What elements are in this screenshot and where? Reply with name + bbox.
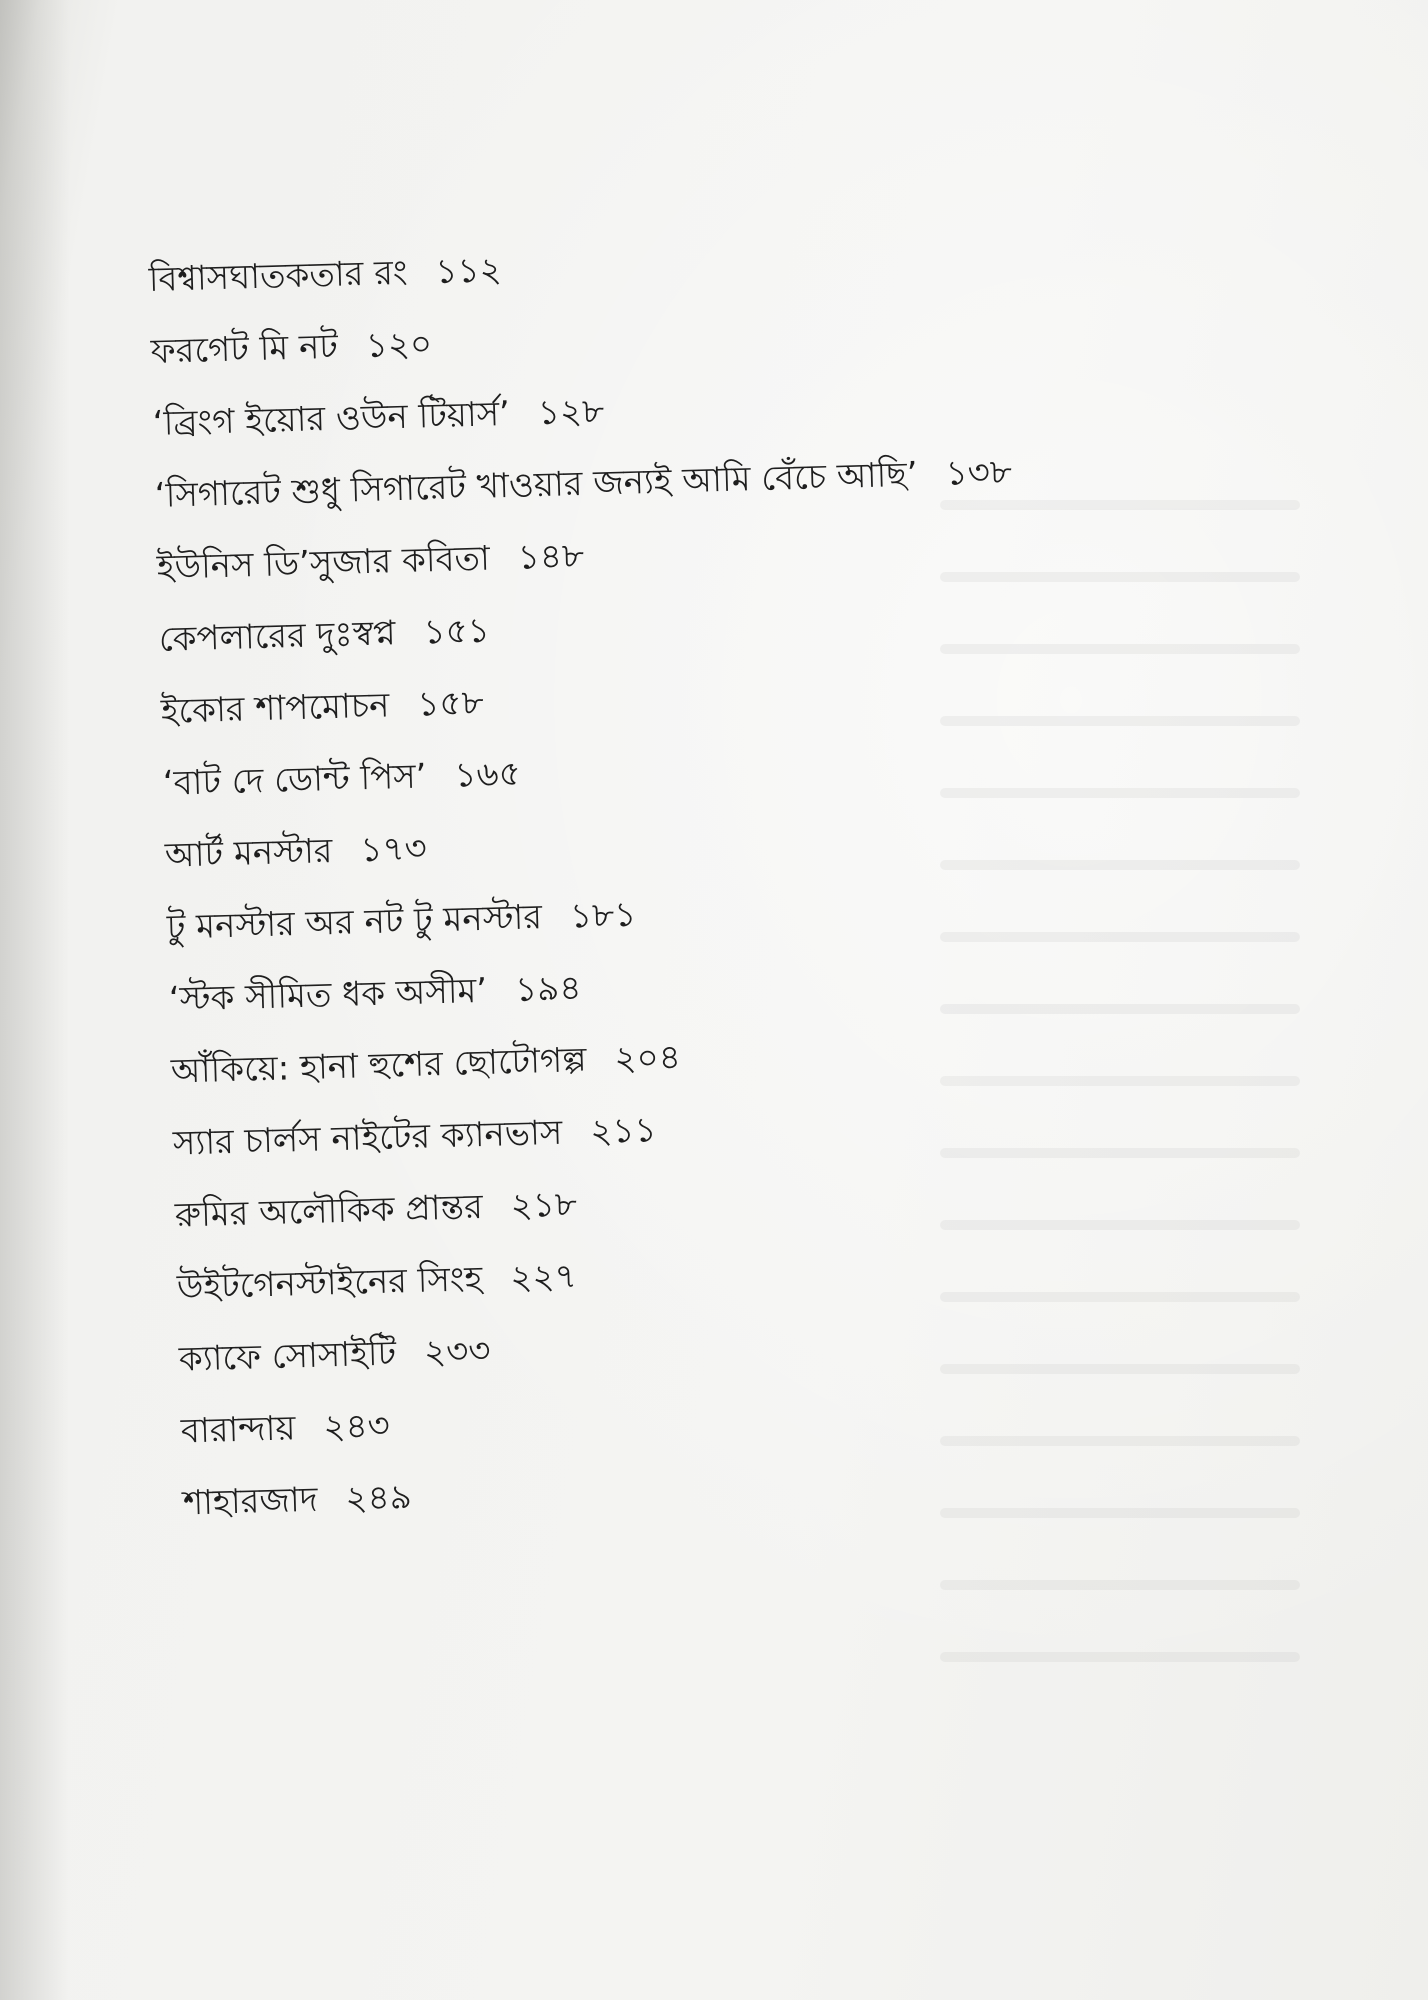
toc-entry: [168, 958, 582, 1029]
toc-entry: [148, 240, 503, 310]
toc-entry-title: ‘সিগারেট শুধু সিগারেট খাওয়ার জন্যই আমি বেঁচে আছি’: [154, 454, 919, 516]
toc-entry-page: ১২৮: [537, 391, 605, 434]
toc-entry-page: ২০৪: [613, 1037, 682, 1080]
toc-entry-title: ‘ব্রিংগ ইয়োর ওউন টিয়ার্স’: [152, 393, 511, 444]
toc-entry: [164, 818, 427, 885]
toc-entry: [162, 744, 521, 814]
toc-entry: [160, 673, 484, 742]
toc-entry: [154, 442, 1013, 526]
toc-entry: [178, 1321, 491, 1390]
toc-entry: [172, 1100, 657, 1173]
toc-entry: [166, 885, 637, 958]
toc-entry-title: ইকোর শাপমোচন: [160, 685, 390, 732]
toc-entry-title: ‘বাট দে ডোন্ট পিস’: [162, 756, 428, 804]
toc-entry-page: ১৪৮: [517, 535, 585, 578]
toc-entry: [176, 1246, 577, 1317]
toc-entry-title: ক্যাফে সোসাইটি: [178, 1333, 397, 1380]
toc-entry-page: ১৫৮: [416, 682, 485, 725]
toc-entry: [156, 526, 585, 598]
toc-entry: [152, 381, 605, 454]
toc-entry-title: উইটগেনস্টাইনের সিংহ: [176, 1259, 483, 1308]
toc-entry: [158, 601, 491, 670]
toc-entry: [180, 1396, 390, 1462]
toc-entry-page: ১৬৫: [453, 753, 522, 796]
toc-entry-title: ইউনিস ডি’সুজার কবিতা: [156, 538, 491, 588]
toc-entry-title: রুমির অলৌকিক প্রান্তর: [174, 1187, 484, 1236]
table-of-contents: [148, 222, 1184, 1549]
toc-entry: [174, 1174, 578, 1245]
toc-entry-page: ১৫১: [423, 610, 491, 653]
toc-entry-title: বারান্দায়: [180, 1408, 297, 1452]
toc-entry-title: ‘স্টক সীমিত ধক অসীম’: [168, 970, 488, 1020]
toc-entry: [150, 314, 433, 382]
toc-entry-page: ২৪৯: [344, 1477, 413, 1519]
toc-entry: [182, 1467, 412, 1533]
toc-entry-title: কেপলারের দুঃস্বপ্ন: [158, 613, 397, 660]
toc-entry-page: ২১১: [589, 1110, 658, 1152]
toc-entry-page: ১৩৮: [945, 451, 1013, 494]
toc-entry-title: শাহারজাদ: [182, 1479, 319, 1524]
toc-entry-page: ২৩৩: [423, 1330, 491, 1373]
toc-entry-title: বিশ্বাসঘাতকতার রং: [148, 252, 409, 300]
toc-entry-page: ২৪৩: [322, 1405, 391, 1448]
page-edge-shadow: [0, 0, 70, 2000]
toc-entry-page: ২১৮: [510, 1184, 578, 1227]
toc-entry-title: ফরগেট মি নট: [150, 326, 339, 372]
toc-entry-page: ১৯৪: [514, 968, 582, 1011]
toc-entry-page: ১৮১: [569, 894, 637, 937]
toc-entry-page: ১২০: [365, 324, 433, 366]
toc-entry-page: ২২৭: [509, 1256, 578, 1299]
toc-entry: [170, 1027, 681, 1101]
toc-entry-title: স্যার চার্লস নাইটের ক্যানভাস: [172, 1112, 563, 1164]
toc-entry-title: টু মনস্টার অর নট টু মনস্টার: [166, 897, 543, 948]
toc-entry-page: ১৭৩: [359, 828, 428, 871]
toc-entry-title: আর্ট মনস্টার: [164, 831, 334, 876]
toc-entry-title: আঁকিয়ে: হানা হুশের ছোটোগল্প: [170, 1040, 588, 1092]
toc-entry-page: ১১২: [434, 250, 503, 292]
